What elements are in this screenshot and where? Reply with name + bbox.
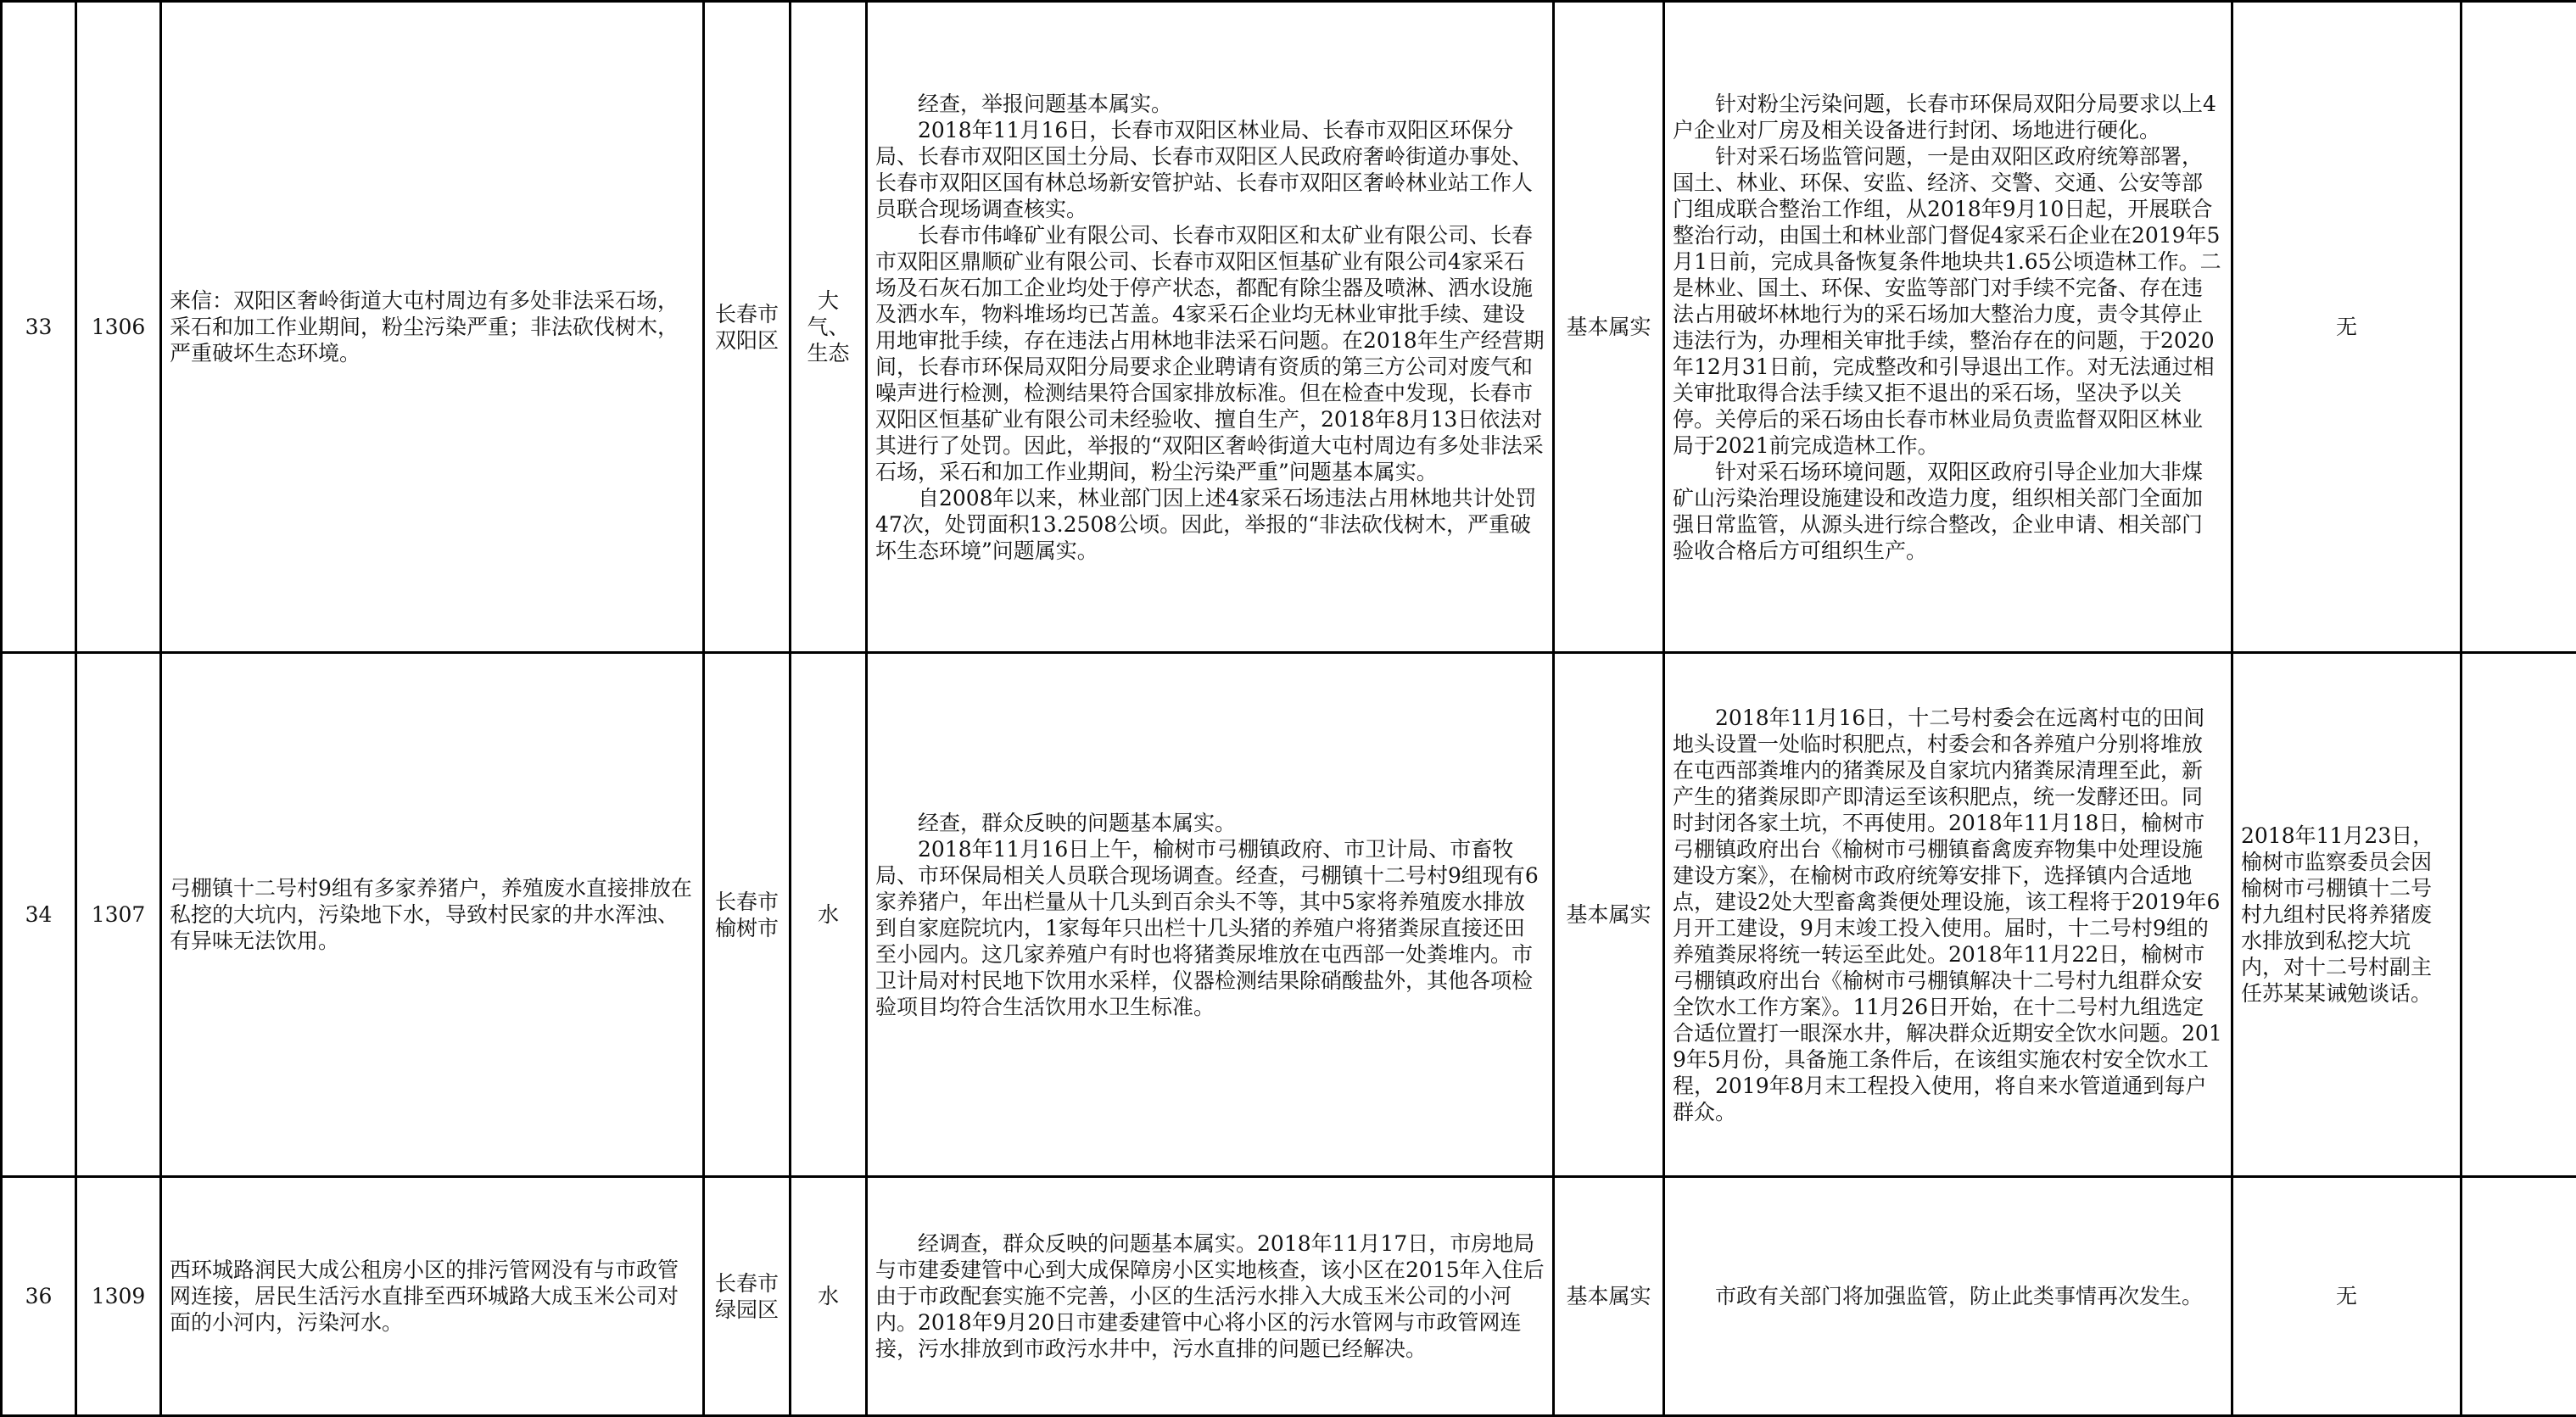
- case-number-cell: 1307: [76, 653, 161, 1177]
- complaint-cell: [161, 653, 704, 1177]
- findings-paragraph: 经查，群众反映的问题基本属实。: [875, 810, 1545, 836]
- findings-paragraph: 2018年11月16日，长春市双阳区林业局、长春市双阳区环保分局、长春市双阳区国土分局、长春市双阳区人民政府奢岭街道办事处、长春市双阳区国有林总场新安管护站、长春市双阳区奢岭林业站工作人员联合现场调查核实。: [875, 117, 1545, 222]
- remarks-cell: [2461, 1177, 2576, 1416]
- findings-cell: [867, 2, 1554, 653]
- table-row: [2, 1177, 2576, 1416]
- measures-paragraph: 针对粉尘污染问题，长春市环保局双阳分局要求以上4户企业对厂房及相关设备进行封闭、场地进行硬化。: [1673, 91, 2223, 143]
- measures-paragraph: 针对采石场监管问题，一是由双阳区政府统筹部署，国土、林业、环保、安监、经济、交警、交通、公安等部门组成联合整治工作组，从2018年9月10日起，开展联合整治行动，由国土和林业部门督促4家采石企业在2019年5月1日前，完成具备恢复条件地块共1.65公顷造林工作。二是林业、国土、环保、安监等部门对手续不完备、存在违法占用破坏林地行为的采石场加大整治力度，责令其停止违法行为，办理相关审批手续，整治存在的问题，于2020年12月31日前，完成整改和引导退出工作。对无法通过相关审批取得合法手续又拒不退出的采石场，坚决予以关停。关停后的采石场由长春市林业局负责监督双阳区林业局于2021前完成造林工作。: [1673, 143, 2223, 459]
- accountability-text: 2018年11月23日，榆树市监察委员会因榆树市弓棚镇十二号村九组村民将养猪废水排放到私挖大坑内，对十二号村副主任苏某某诫勉谈话。: [2241, 823, 2452, 1007]
- findings-paragraph: 长春市伟峰矿业有限公司、长春市双阳区和太矿业有限公司、长春市双阳区鼎顺矿业有限公司、长春市双阳区恒基矿业有限公司4家采石场及石灰石加工企业均处于停产状态，都配有除尘器及喷淋、洒水设施及洒水车，物料堆场均已苫盖。4家采石企业均无林业审批手续、建设用地审批手续，存在违法占用林地非法采石问题。在2018年生产经营期间，长春市环保局双阳分局要求企业聘请有资质的第三方公司对废气和噪声进行检测，检测结果符合国家排放标准。但在检查中发现，长春市双阳区恒基矿业有限公司未经验收、擅自生产，2018年8月13日依法对其进行了处罚。因此，举报的“双阳区奢岭街道大屯村周边有多处非法采石场，采石和加工作业期间，粉尘污染严重”问题基本属实。: [875, 222, 1545, 485]
- findings-cell: [867, 1177, 1554, 1416]
- findings-paragraph: 经查，举报问题基本属实。: [875, 91, 1545, 117]
- verdict-cell: 基本属实: [1554, 1177, 1664, 1416]
- remarks-cell: [2461, 653, 2576, 1177]
- remarks-cell: [2461, 2, 2576, 653]
- table-row: [2, 2, 2576, 653]
- district-cell: 长春市绿园区: [704, 1177, 791, 1416]
- findings-paragraph: 经调查，群众反映的问题基本属实。2018年11月17日，市房地局与市建委建管中心到大成保障房小区实地核查，该小区在2015年入住后由于市政配套实施不完善，小区的生活污水排入大成玉米公司的小河内。2018年9月20日市建委建管中心将小区的污水管网与市政管网连接，污水排放到市政污水井中，污水直排的问题已经解决。: [875, 1230, 1545, 1362]
- district-cell: 长春市双阳区: [704, 2, 791, 653]
- verdict-cell: 基本属实: [1554, 2, 1664, 653]
- pollution-type-cell: 水: [791, 1177, 867, 1416]
- findings-paragraph: 2018年11月16日上午，榆树市弓棚镇政府、市卫计局、市畜牧局、市环保局相关人员联合现场调查。经查，弓棚镇十二号村9组现有6家养猪户，年出栏量从十几头到百余头不等，其中5家将养殖废水排放到自家庭院坑内，1家每年只出栏十几头猪的养殖户将猪粪尿直接还田至小园内。这几家养殖户有时也将猪粪尿堆放在屯西部一处粪堆内。市卫计局对村民地下饮用水采样，仪器检测结果除硝酸盐外，其他各项检验项目均符合生活饮用水卫生标准。: [875, 836, 1545, 1020]
- measures-cell: [1664, 2, 2232, 653]
- accountability-cell: [2232, 653, 2461, 1177]
- seq-cell: 33: [2, 2, 76, 653]
- district-cell: 长春市榆树市: [704, 653, 791, 1177]
- findings-cell: [867, 653, 1554, 1177]
- complaint-cell: [161, 1177, 704, 1416]
- measures-paragraph: 针对采石场环境问题，双阳区政府引导企业加大非煤矿山污染治理设施建设和改造力度，组织相关部门全面加强日常监管，从源头进行综合整改，企业申请、相关部门验收合格后方可组织生产。: [1673, 459, 2223, 564]
- accountability-cell: 无: [2232, 1177, 2461, 1416]
- accountability-cell: 无: [2232, 2, 2461, 653]
- complaint-text: 弓棚镇十二号村9组有多家养猪户，养殖废水直接排放在私挖的大坑内，污染地下水，导致村民家的井水浑浊、有异味无法饮用。: [170, 875, 695, 954]
- case-number-cell: 1306: [76, 2, 161, 653]
- measures-paragraph: 2018年11月16日，十二号村委会在远离村屯的田间地头设置一处临时积肥点，村委会和各养殖户分别将堆放在屯西部粪堆内的猪粪尿及自家坑内猪粪尿清理至此，新产生的猪粪尿即产即清运至该积肥点，统一发酵还田。同时封闭各家土坑，不再使用。2018年11月18日，榆树市弓棚镇政府出台《榆树市弓棚镇畜禽废弃物集中处理设施建设方案》，在榆树市政府统筹安排下，选择镇内合适地点，建设2处大型畜禽粪便处理设施，该工程将于2019年6月开工建设，9月末竣工投入使用。届时，十二号村9组的养殖粪尿将统一转运至此处。2018年11月22日，榆树市弓棚镇政府出台《榆树市弓棚镇解决十二号村九组群众安全饮水工作方案》。11月26日开始，在十二号村九组选定合适位置打一眼深水井，解决群众近期安全饮水问题。2019年5月份，具备施工条件后，在该组实施农村安全饮水工程，2019年8月末工程投入使用，将自来水管道通到每户群众。: [1673, 705, 2223, 1125]
- pollution-type-cell: 大气、生态: [791, 2, 867, 653]
- table-row: [2, 653, 2576, 1177]
- verdict-cell: 基本属实: [1554, 653, 1664, 1177]
- measures-cell: [1664, 1177, 2232, 1416]
- findings-paragraph: 自2008年以来，林业部门因上述4家采石场违法占用林地共计处罚47次，处罚面积13.2508公顷。因此，举报的“非法砍伐树木，严重破坏生态环境”问题属实。: [875, 485, 1545, 564]
- complaint-text: 来信：双阳区奢岭街道大屯村周边有多处非法采石场，采石和加工作业期间，粉尘污染严重；非法砍伐树木，严重破坏生态环境。: [170, 287, 695, 366]
- complaint-text: 西环城路润民大成公租房小区的排污管网没有与市政管网连接，居民生活污水直排至西环城路大成玉米公司对面的小河内，污染河水。: [170, 1257, 695, 1336]
- seq-cell: 36: [2, 1177, 76, 1416]
- case-number-cell: 1309: [76, 1177, 161, 1416]
- measures-cell: [1664, 653, 2232, 1177]
- measures-paragraph: 市政有关部门将加强监管，防止此类事情再次发生。: [1673, 1283, 2223, 1309]
- pollution-type-cell: 水: [791, 653, 867, 1177]
- seq-cell: 34: [2, 653, 76, 1177]
- complaint-cell: [161, 2, 704, 653]
